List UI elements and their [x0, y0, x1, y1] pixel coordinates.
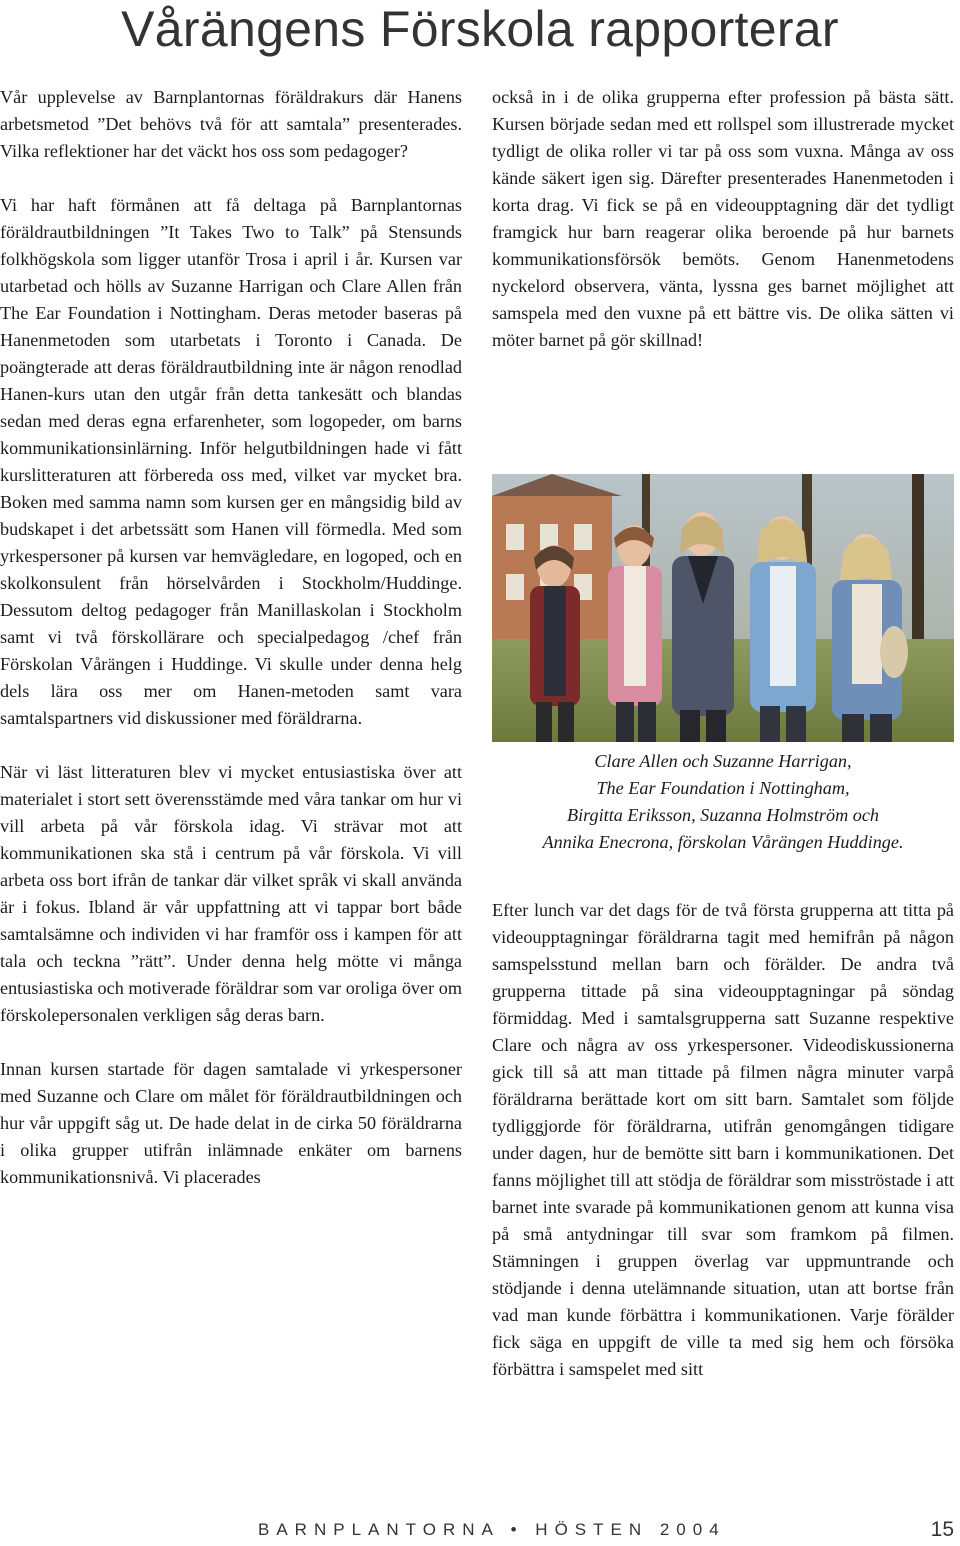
caption-line: Birgitta Eriksson, Suzanna Holmström och	[566, 805, 880, 825]
body-paragraph: Vi har haft förmånen att få deltaga på Barnplantornas föräldrautbildningen ”It Takes Two to Talk” på Stensunds folkhögskola som ligger utanför Trosa i april i år. Kursen var utarbetad och hölls av Suzanne Harrigan och Clare Allen från The Ear Foundation i Nottingham. Deras metoder baseras på Hanenmetoden som utarbetats i Toronto i Canada. De poängterade att deras föräldrautbildning inte är någon renodlad Hanen-kurs utan den utgår från detta tankesätt och blandas sedan med deras egna erfarenheter, som logopeder, om barns kommunikationsinlärning. Inför helgutbildningen hade vi fått kurslitteraturen att förbereda oss med, vilket var mycket bra. Boken med samma namn som kursen ger en mångsidig bild av budskapet i det arbetssätt som Hanen vill förmedla. Med som yrkespersoner på kursen var hemvägledare, en logoped, och en skolkonsulent från hörselvården i Stockholm/Huddinge. Dessutom deltog pedagoger från Manillaskolan i Stockholm samt vi två förskollärare och specialpedagog /chef från Förskolan Vårängen i Huddinge. Vi skulle under denna helg dels lära oss mer om Hanen-metoden samt vara samtalspartners vid diskussioner med föräldrarna.	[0, 195, 462, 728]
caption-line: Annika Enecrona, förskolan Vårängen Huddinge.	[542, 832, 904, 852]
page-number: 15	[930, 1518, 954, 1541]
journal-name: BARNPLANTORNA • HÖSTEN 2004	[258, 1520, 726, 1539]
page-footer	[0, 1518, 960, 1546]
page-title: Vårängens Förskola rapporterar	[121, 1, 839, 57]
intro-paragraph: Vår upplevelse av Barnplantornas föräldrakurs där Hanens arbetsmetod ”Det behövs två för att samtala” presenterades. Vilka reflektioner har det väckt hos oss som pedagoger?	[0, 87, 462, 161]
caption-line: The Ear Foundation i Nottingham,	[596, 778, 850, 798]
body-paragraph: Efter lunch var det dags för de två första grupperna att titta på videoupptagningar föräldrarna tagit med hemifrån på någon samspelsstund mellan barn och förälder. De andra två grupperna tittade på sina videoupptagningar på söndag förmiddag. Med i samtalsgrupperna satt Suzanne respektive Clare och några av oss yrkespersoner. Videodiskussionerna gick till så att man tittade på filmen några minuter varpå föräldrarna berättade kort om sitt barn. Samtalet som följde tydliggjorde för föräldrarna, utifrån genomgången tidigare under dagen, hur de bemötte sitt barn i kommunikationen. Det fanns möjlighet till att stödja de föräldrar som misströstade i att barnet inte svarade på kommunikationen genom att kunna visa på små antydningar till svar som framkom på filmen. Stämningen i gruppen överlag var uppmuntrande och stödjande i denna utelämnande situation, utan att bortse från vad man kunde förbättra i kommunikationen. Varje förälder fick säga en uppgift de ville ta med sig hem och försöka förbättra i samspelet med sitt	[492, 900, 954, 1379]
right-column-bottom	[492, 897, 954, 1383]
body-paragraph: När vi läst litteraturen blev vi mycket entusiastiska över att materialet i stort sett överensstämde med våra tankar om hur vi vill arbeta på vår förskola idag. Vi strävar mot att kommunikationen ska stå i centrum på vår förskola. Vi vill arbeta oss bort ifrån de tankar där vilket språk vi skall använda är i fokus. Ibland är vår uppfattning att vi tappar bort både samtalsämne och individen vi har framför oss i kampen för att tala och teckna ”rätt”. Under denna helg mötte vi många entusiastiska och motiverade föräldrar som var oroliga över om förskolepersonalen verkligen såg deras barn.	[0, 762, 462, 1025]
caption-line: Clare Allen och Suzanne Harrigan,	[594, 751, 852, 771]
group-photo	[492, 474, 954, 742]
left-column	[0, 84, 462, 1191]
right-column-top	[492, 84, 954, 354]
body-paragraph: också in i de olika grupperna efter profession på bästa sätt. Kursen började sedan med ett rollspel som illustrerade mycket tydligt de olika roller vi tar på oss som vuxna. Många av oss kände säkert igen sig. Därefter presenterades Hanenmetoden i korta drag. Vi fick se på en videoupptagning där det tydligt framgick hur barn reagerar olika beroende på hur barnets kommunikationsförsök bemöts. Genom Hanenmetodens nyckelord observera, vänta, lyssna ges barnet möjlighet att samspela med den vuxne på ett bättre vis. De olika sätten vi möter barnet på gör skillnad!	[492, 87, 954, 350]
group-photo-illustration	[492, 474, 954, 742]
photo-caption	[492, 748, 954, 856]
body-paragraph: Innan kursen startade för dagen samtalade vi yrkespersoner med Suzanne och Clare om målet för föräldrautbildningen och hur vår uppgift såg ut. De hade delat in de cirka 50 föräldrarna i olika grupper utifrån inlämnade enkäter om barnens kommunikationsnivå. Vi placerades	[0, 1059, 462, 1187]
